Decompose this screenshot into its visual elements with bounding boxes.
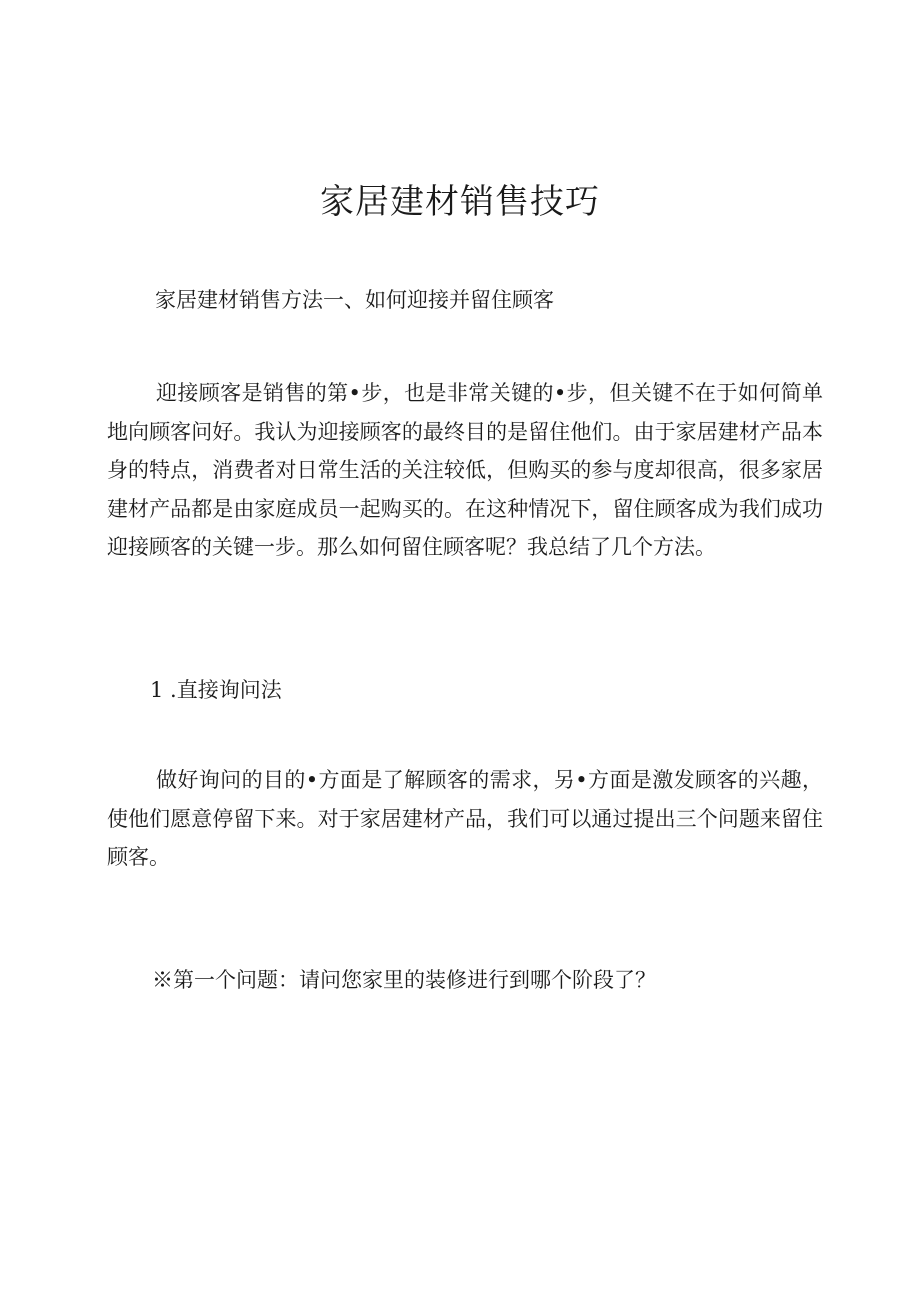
question-item: ※第一个问题：请问您家里的装修进行到哪个阶段了？: [152, 968, 656, 992]
paragraph-method: 做好询问的目的•方面是了解顾客的需求，另•方面是激发顾客的兴趣，使他们愿意停留下来。对于家居建材产品，我们可以通过提出三个问题来留住顾客。: [107, 768, 823, 870]
method-heading: 1 .直接询问法: [150, 678, 282, 702]
document-title: 家居建材销售技巧: [320, 182, 600, 222]
paragraph-intro: 迎接顾客是销售的第•步，也是非常关键的•步，但关键不在于如何简单地向顾客问好。我认为迎接顾客的最终目的是留住他们。由于家居建材产品本身的特点，消费者对日常生活的关注较低，但购买的参与度却很高，很多家居建材产品都是由家庭成员一起购买的。在这种情况下，留住顾客成为我们成功迎接顾客的关键一步。那么如何留住顾客呢？我总结了几个方法。: [107, 381, 823, 560]
section-heading: 家居建材销售方法一、如何迎接并留住顾客: [155, 288, 554, 312]
